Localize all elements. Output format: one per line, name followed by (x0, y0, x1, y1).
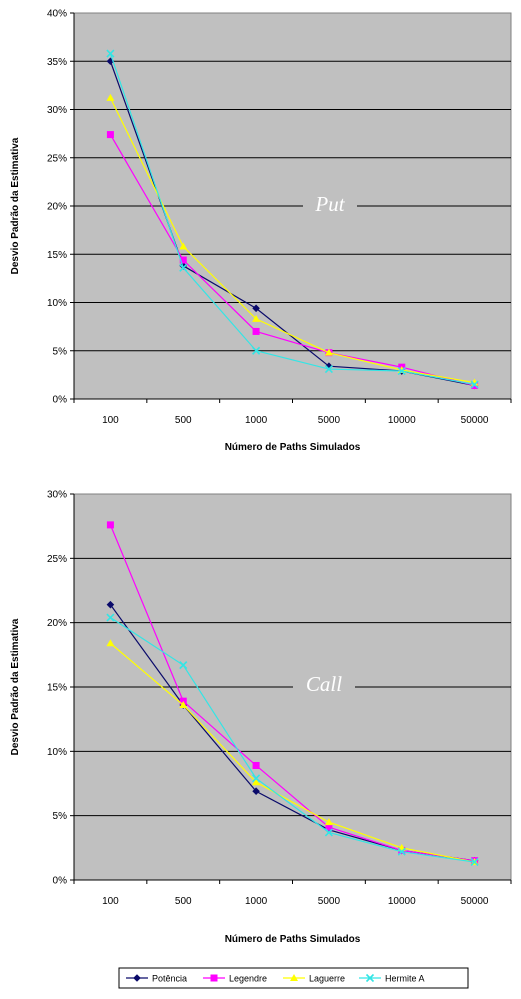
x-tick-label-put: 5000 (317, 415, 341, 426)
y-tick-label-put: 0% (52, 394, 67, 406)
x-tick-label-call: 500 (174, 896, 192, 907)
x-tick-label-call: 10000 (387, 896, 416, 907)
x-tick-label-put: 1000 (244, 415, 268, 426)
y-tick-label-call: 10% (46, 746, 67, 758)
legend-marker-legendre (211, 975, 218, 982)
y-tick-label-call: 25% (46, 553, 67, 565)
annotation-put: Put (315, 192, 345, 216)
y-tick-label-put: 20% (46, 201, 67, 213)
y-tick-label-call: 0% (52, 875, 67, 887)
x-axis-title-call: Número de Paths Simulados (224, 934, 361, 945)
y-tick-label-call: 5% (52, 811, 67, 823)
y-tick-label-call: 20% (46, 618, 67, 630)
y-tick-label-put: 10% (46, 298, 67, 309)
x-tick-label-call: 1000 (244, 896, 268, 907)
y-axis-title-call: Desvio Padrão da Estimativa (10, 618, 21, 756)
data-point-legendre-call (253, 762, 260, 769)
x-tick-label-call: 5000 (317, 896, 341, 907)
y-tick-label-put: 30% (46, 105, 67, 116)
y-axis-title-put: Desvio Padrão da Estimativa (10, 137, 21, 275)
annotation-call: Call (305, 672, 343, 696)
x-tick-label-call: 100 (102, 896, 119, 907)
x-tick-label-call: 50000 (460, 896, 489, 907)
chart-put (10, 9, 511, 454)
x-axis-title-put: Número de Paths Simulados (224, 442, 361, 453)
y-tick-label-put: 40% (46, 8, 67, 20)
chart-call (10, 490, 511, 946)
y-tick-label-call: 15% (46, 682, 67, 694)
x-tick-label-put: 100 (102, 415, 119, 426)
legend-label-laguerre: Laguerre (309, 973, 346, 984)
y-tick-label-put: 25% (46, 153, 67, 165)
legend-label-hermite-a: Hermite A (385, 973, 425, 984)
x-tick-label-put: 10000 (387, 415, 416, 426)
y-tick-label-put: 5% (52, 346, 67, 358)
legend-label-legendre: Legendre (229, 973, 268, 984)
legend-label-pot-ncia: Potência (152, 973, 188, 984)
legend (119, 968, 468, 988)
y-tick-label-put: 15% (46, 249, 67, 261)
x-tick-label-put: 500 (174, 415, 192, 426)
y-tick-label-put: 35% (46, 56, 67, 68)
x-tick-label-put: 50000 (460, 415, 489, 426)
y-tick-label-call: 30% (46, 489, 67, 501)
data-point-legendre-put (107, 131, 114, 138)
data-point-legendre-call (107, 521, 114, 528)
data-point-legendre-put (253, 328, 260, 335)
